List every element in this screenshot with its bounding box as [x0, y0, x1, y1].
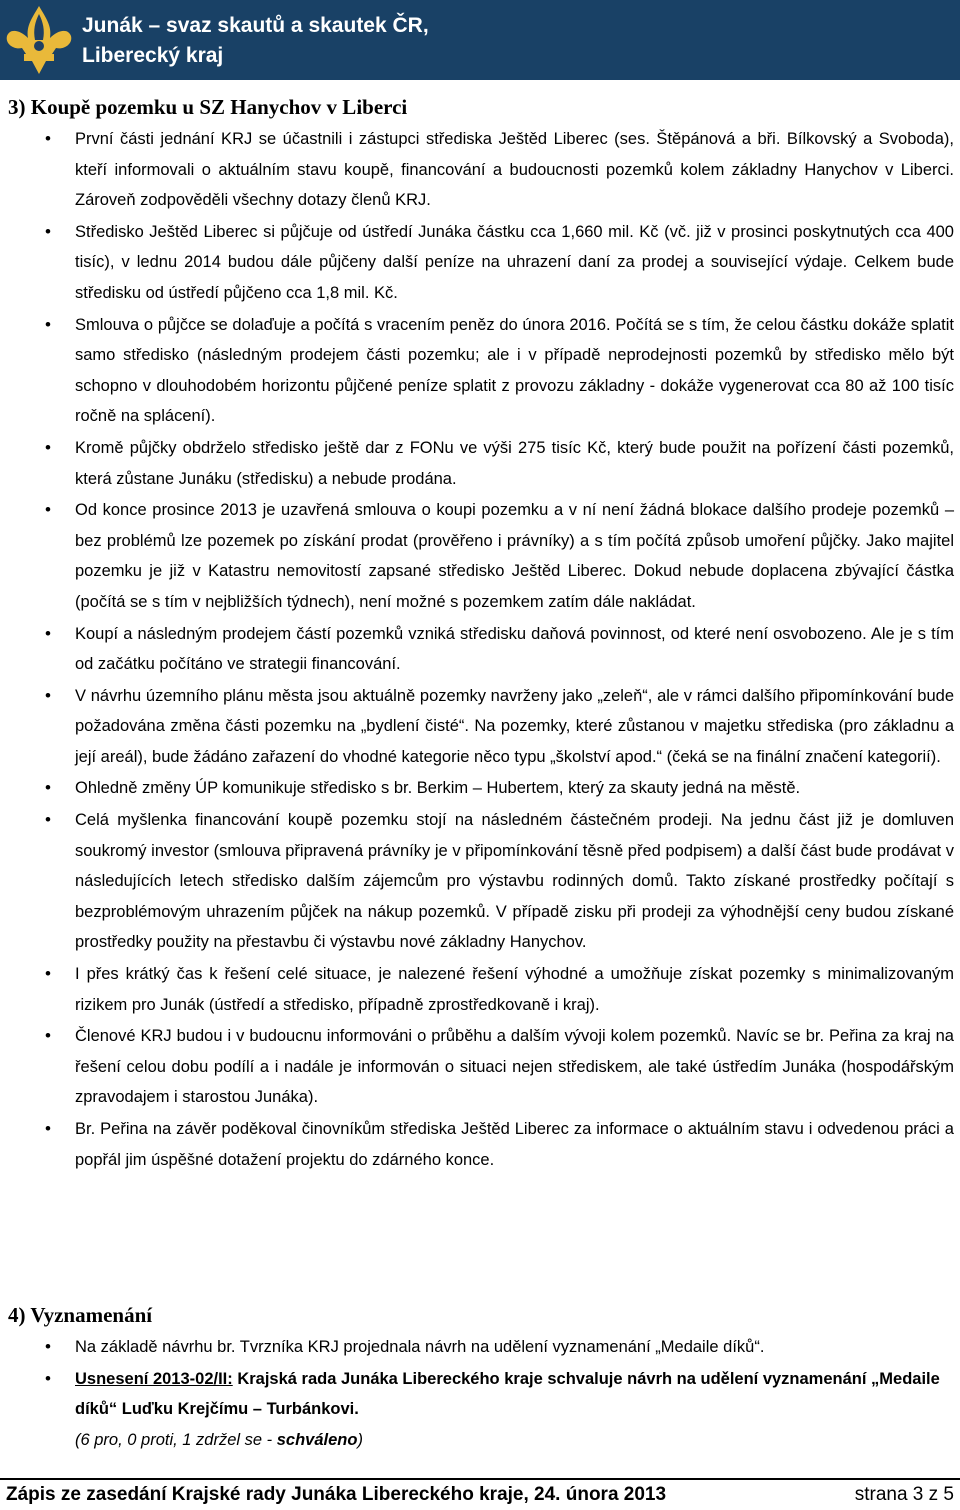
header-title [82, 11, 429, 71]
section3-heading: 3) Koupě pozemku u SZ Hanychov v Liberci [8, 95, 408, 119]
list-item: • Celá myšlenka financování koupě pozemku stojí na následném částečném prodeji. Na jednu část již je domluven soukromý investor (smlouva připravená právníky je v připomínkování těsně před podpisem) a další část bude prodávat v následujících letech středisko dalším zájemcům pro výstavbu rodinných domů. Takto získané prostředky počítají s bezproblémovým uhrazením půjček na nákup pozemků. V případě zisku při prodeji za výhodnější ceny budou získané prostředky použity na přestavbu či výstavbu nové základny Hanychov. [0, 805, 960, 958]
resolution-label: Usnesení 2013-02/II: [75, 1369, 233, 1388]
vote-suffix: ) [357, 1430, 363, 1449]
list-item: • Koupí a následným prodejem částí pozemků vzniká středisku daňová povinnost, od které není osvobozeno. Ale je s tím od začátku počítáno ve strategii financování. [0, 619, 960, 680]
header-title-line2: Liberecký kraj [82, 44, 224, 67]
page-header [0, 0, 960, 80]
vote-result [0, 1425, 960, 1456]
resolution-text: Krajská rada Junáka Libereckého kraje schvaluje návrh na udělení vyznamenání „Medaile díků“ Luďku Krejčímu – Turbánkovi. [75, 1369, 940, 1419]
scout-lily-logo-icon [4, 4, 74, 76]
section3-list [0, 124, 960, 1176]
vote-result-word: schváleno [276, 1430, 358, 1449]
list-item: • Br. Peřina na závěr poděkoval činovníkům střediska Ještěd Liberec za informace o aktuálním stavu i odvedenou práci a popřál jim úspěšné dotažení projektu do zdárného konce. [0, 1114, 960, 1175]
list-item: • Ohledně změny ÚP komunikuje středisko s br. Berkim – Hubertem, který za skauty jedná na městě. [0, 773, 960, 804]
list-item: • V návrhu územního plánu města jsou aktuálně pozemky navrženy jako „zeleň“, ale v rámci dalšího připomínkování bude požadována změna části pozemku na „bydlení čisté“. Na pozemky, které zůstanou v majetku střediska (pro základnu a její areál), bude žádáno zařazení do vhodné kategorie něco typu „školství apod.“ (čeká se na finální značení kategorií). [0, 681, 960, 773]
page-number: strana 3 z 5 [854, 1484, 954, 1505]
list-item: • Kromě půjčky obdrželo středisko ještě dar z FONu ve výši 275 tisíc Kč, který bude použit na pořízení části pozemků, která zůstane Junáku (středisku) a nebude prodána. [0, 433, 960, 494]
list-item: • Od konce prosince 2013 je uzavřená smlouva o koupi pozemku a v ní není žádná blokace dalšího prodeje pozemků – bez problémů lze pozemek po získání prodat (prověřeno i právníky) a s tím počítá způsob umoření půjčky. Jako majitel pozemku je již v Katastru nemovitostí zapsané středisko Ještěd Liberec. Dokud nebude doplacena zbývající částka (počítá se s tím v nejbližších týdnech), není možné s pozemkem zatím dále nakládat. [0, 495, 960, 617]
list-item: • První části jednání KRJ se účastnili i zástupci střediska Ještěd Liberec (ses. Štěpánová a bři. Bílkovský a Svoboda), kteří informovali o aktuálním stavu koupě, financování a budoucnosti pozemků kolem základny Hanychov v Liberci. Zároveň zodpověděli všechny dotazy členů KRJ. [0, 124, 960, 216]
section4-heading: 4) Vyznamenání [8, 1303, 153, 1327]
header-title-line1: Junák – svaz skautů a skautek ČR, [82, 14, 429, 37]
footer-divider [0, 1478, 960, 1480]
list-item: • Středisko Ještěd Liberec si půjčuje od ústředí Junáka částku cca 1,660 mil. Kč (vč. již v prosinci poskytnutých cca 400 tisíc), v lednu 2014 budou dále půjčeny další peníze na uhrazení daní za prodej a související výdaje. Celkem bude středisku od ústředí půjčeno cca 1,8 mil. Kč. [0, 217, 960, 309]
vote-prefix: (6 pro, 0 proti, 1 zdržel se - [75, 1430, 277, 1449]
footer-title: Zápis ze zasedání Krajské rady Junáka Libereckého kraje, 24. února 2013 [6, 1484, 667, 1505]
resolution-item [0, 1364, 960, 1425]
list-item: • I přes krátký čas k řešení celé situace, je nalezené řešení výhodné a umožňuje získat pozemky s minimalizovaným rizikem pro Junák (ústředí a středisko, případně zprostředkovaně i kraj). [0, 959, 960, 1020]
list-item: • Členové KRJ budou i v budoucnu informováni o průběhu a dalším vývoji kolem pozemků. Navíc se br. Peřina za kraj na řešení celou dobu podílí a i nadále je informován o situaci nejen střediskem, ale také ústředím Junáka (hospodářským zpravodajem i starostou Junáka). [0, 1021, 960, 1113]
section4-list [0, 1332, 960, 1456]
list-item: • Smlouva o půjčce se dolaďuje a počítá s vracením peněz do února 2016. Počítá se s tím, že celou částku dokáže splatit samo středisko (následným prodejem části pozemku; ale i v případě neprodejnosti pozemků by středisko mělo být schopno v dlouhodobém horizontu půjčené peníze splatit z provozu základny - dokáže vygenerovat cca 80 až 100 tisíc ročně na splácení). [0, 310, 960, 432]
list-item: • Na základě návrhu br. Tvrzníka KRJ projednala návrh na udělení vyznamenání „Medaile díků“. [0, 1332, 960, 1363]
